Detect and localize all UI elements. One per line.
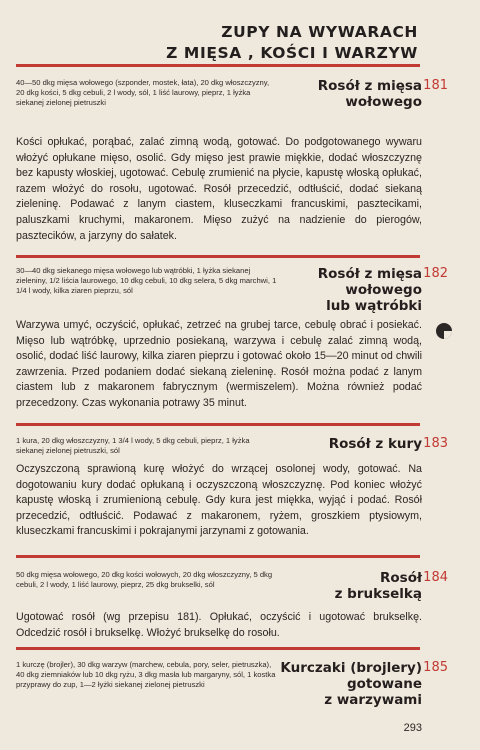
ingredients: 1 kurczę (brojler), 30 dkg warzyw (marchew, cebula, pory, seler, pietruszka), 40 dkg ziemniaków lub 10 dkg ryżu, 3 dkg masła lub margaryny, sól, 1 kostka przyprawy do zup, 1—2 łyżki siekanej zielonej pietruszki [16,660,276,689]
recipe-title-line: lub wątróbki [326,298,422,314]
recipe-title-line: wołowego [345,94,422,110]
recipe-title-line: Rosół z kury [328,436,422,452]
recipe-title-line: Rosół z mięsa [317,78,422,94]
recipe-title [280,660,422,708]
recipe-title-line: gotowane [346,676,422,692]
recipe-title [335,570,422,602]
recipe-number: 183 [423,436,448,451]
ingredients: 1 kura, 20 dkg włoszczyzny, 1 3/4 l wody, 5 dkg cebuli, pieprz, 1 łyżka siekanej zielonej pietruszki, sól [16,436,250,455]
recipe-number: 184 [423,570,448,585]
recipe-title-line: Kurczaki (brojlery) [280,660,422,676]
section-divider [16,423,420,426]
recipe-number: 182 [423,266,448,281]
clock-icon [436,323,452,339]
chapter-title-line-2: Z MIĘSA , KOŚCI I WARZYW [166,44,418,62]
section-divider [16,555,420,558]
recipe-title [318,78,422,110]
ingredients: 50 dkg mięsa wołowego, 20 dkg kości wołowych, 20 dkg włoszczyzny, 5 dkg cebuli, 2 l wody, 1 liść laurowy, pieprz, 25 dkg brukselki, sól [16,570,273,589]
recipe-number: 181 [423,78,448,93]
recipe-number: 185 [423,660,448,675]
chapter-title-line-1: ZUPY NA WYWARACH [221,23,418,41]
ingredients: 30—40 dkg siekanego mięsa wołowego lub wątróbki, 1 łyżka siekanej zieleniny, 1/2 liścia laurowego, 10 dkg cebuli, 10 dkg selera, 5 dkg marchwi, 1 1/4 l wody, kilka ziaren pieprzu, sól [16,266,277,295]
recipe-title-line: z brukselką [334,586,422,602]
method-text: Kości opłukać, porąbać, zalać zimną wodą, gotować. Do podgotowanego wywaru włożyć opłukane mięso, osolić. Gdy mięso jest prawie miękkie, dodać włoszczyznę bez kapusty włoskiej, ugotować. Cebulę zrumienić na płycie, kapustę włoską opłukać, razem włożyć do rosołu, ugotować. Rosół przecedzić, odtłuścić, dodać siekaną zieleninę. Podawać z lanym ciastem, kluseczkami francuskimi, pasztecikami, paluszkami kruchymi, makaronem. Mięso zużyć na nadzienie do pierogów, pasztecików, a jarzyny do sałatek. [16,136,422,242]
recipe-title [318,266,422,314]
method-text: Oczyszczoną sprawioną kurę włożyć do wrzącej osolonej wody, gotować. Na dogotowaniu kury dodać opłukaną i oczyszczoną włoszczyznę. Pod koniec włożyć kapustę włoską i zrumienioną cebulę. Gdy kura jest miękka, wyjąć i podać. Rosół przecedzić, odtłuścić. Podawać z makaronem, ryżem, groszkiem ptysiowym, kluseczkami francuskimi i pokrajanymi jarzynami z gotowania. [16,463,422,538]
recipe-title-line: Rosół [380,570,422,586]
method-text: Ugotować rosół (wg przepisu 181). Opłukać, oczyścić i ugotować brukselkę. Odcedzić rosół i brukselkę. Włożyć brukselkę do rosołu. [16,611,422,639]
recipe-title-line: wołowego [345,282,422,298]
page-number: 293 [403,722,422,734]
chapter-title [166,22,418,64]
recipe-title [329,436,422,452]
section-divider [16,255,420,258]
method-text: Warzywa umyć, oczyścić, opłukać, zetrzeć na grubej tarce, cebulę obrać i posiekać. Mięso lub wątróbkę, uprzednio posiekaną, warzywa i cebulę zalać zimną wodą, osolić, dodać liść laurowy, kilka ziaren pieprzu i gotować około 15—20 minut od chwili zawrzenia. Przed podaniem dodać siekaną zieleninę. Rosół można podać z lanym ciastem lub z makaronem fabrycznym (wermiszelem). Można również podać przecedzony. Czas wykonania potrawy 35 minut. [16,319,422,409]
section-divider [16,647,420,650]
section-divider [16,64,420,67]
recipe-title-line: Rosół z mięsa [317,266,422,282]
ingredients: 40—50 dkg mięsa wołowego (szponder, mostek, łata), 20 dkg włoszczyzny, 20 dkg kości, 5 dkg cebuli, 2 l wody, sól, 1 liść laurowy, pieprz, 1 łyżka siekanej zielonej pietruszki [16,78,270,107]
recipe-title-line: z warzywami [324,692,422,708]
